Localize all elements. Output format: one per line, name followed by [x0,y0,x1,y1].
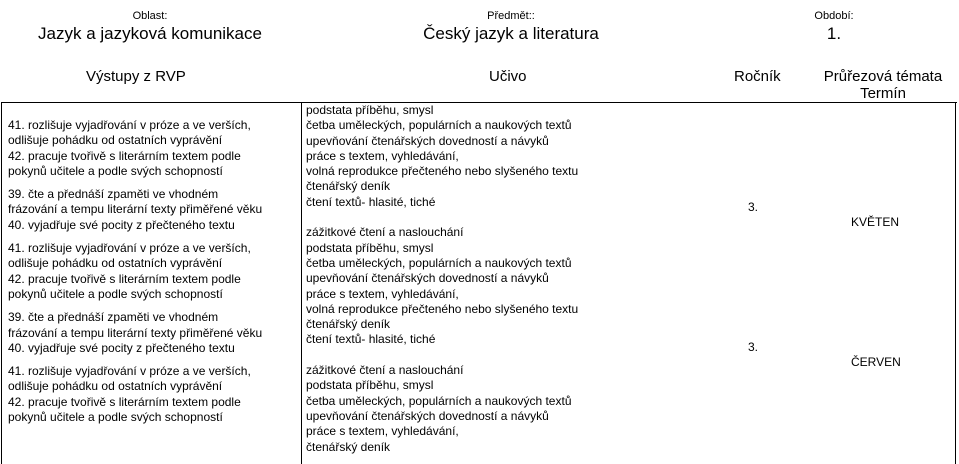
termin-value-1: KVĚTEN [851,215,900,229]
vystupy-item-40: 40. vyjadřuje své pocity z přečteného textu [8,340,235,355]
column-divider [301,102,302,464]
predmet-label: Předmět:: [487,10,535,22]
vystupy-item-39b: frázování a tempu literární texty přiměřené věku [8,325,263,340]
vystupy-item-41b: odlišuje pohádku od ostatních vyprávění [8,133,223,148]
vystupy-column [8,118,262,425]
ucivo-item: četba uměleckých, populárních a naukových textů [306,255,572,270]
ucivo-item: podstata příběhu, smysl [306,240,434,255]
vystupy-item-42b: pokynů učitele a podle svých schopností [8,163,223,178]
vystupy-item-40: 40. vyjadřuje své pocity z přečteného textu [8,217,235,232]
termin-value-2: ČERVEN [851,355,901,369]
column-header-tema [812,68,954,102]
ucivo-item: volná reprodukce přečteného nebo slyšeného textu [306,164,579,179]
ucivo-column [306,103,578,455]
ucivo-item: čtenářský deník [306,179,391,194]
ucivo-item: čtení textů- hlasité, tiché [306,194,436,209]
vystupy-item-39b: frázování a tempu literární texty přiměřené věku [8,202,263,217]
ucivo-spacer [306,348,578,363]
column-header-vystupy: Výstupy z RVP [86,68,186,85]
column-header-rocnik: Ročník [734,68,781,85]
vystupy-item-41a: 41. rozlišuje vyjadřování v próze a ve verších, [8,364,251,379]
vystupy-item-42a: 42. pracuje tvořivě s literárním textem podle [8,148,241,163]
ucivo-item: upevňování čtenářských dovedností a návyků [306,408,549,423]
vystupy-item-42a: 42. pracuje tvořivě s literárním textem podle [8,394,241,409]
ucivo-item: zážitkové čtení a naslouchání [306,225,464,240]
obdobi-value: 1. [826,24,842,43]
ucivo-item: upevňování čtenářských dovedností a návyků [306,133,549,148]
vystupy-item-41a: 41. rozlišuje vyjadřování v próze a ve verších, [8,241,251,256]
ucivo-item: čtenářský deník [306,439,391,454]
ucivo-item: četba uměleckých, populárních a naukových textů [306,118,572,133]
ucivo-spacer [306,210,578,225]
ucivo-item: četba uměleckých, populárních a naukových textů [306,393,572,408]
column-header-tema-label: Průřezová témata [823,68,943,85]
ucivo-item: upevňování čtenářských dovedností a návyků [306,271,549,286]
ucivo-item: podstata příběhu, smysl [306,103,434,117]
vystupy-item-41b: odlišuje pohádku od ostatních vyprávění [8,256,223,271]
predmet-header [300,10,722,44]
vystupy-item-39a: 39. čte a přednáší zpaměti ve vhodném [8,187,219,202]
column-header-ucivo: Učivo [489,68,527,85]
obdobi-header [720,10,948,44]
ucivo-item: zážitkové čtení a naslouchání [306,363,464,378]
ucivo-item: podstata příběhu, smysl [306,378,434,393]
predmet-value: Český jazyk a literatura [423,24,599,43]
oblast-header [12,10,288,44]
ucivo-item: čtení textů- hlasité, tiché [306,332,436,347]
column-header-termin-label: Termín [860,85,906,102]
vystupy-item-41b: odlišuje pohádku od ostatních vyprávění [8,379,223,394]
vystupy-item-41a: 41. rozlišuje vyjadřování v próze a ve verších, [8,118,251,132]
ucivo-item: čtenářský deník [306,317,391,332]
vystupy-item-39a: 39. čte a přednáší zpaměti ve vhodném [8,310,219,325]
oblast-label: Oblast: [132,10,168,22]
vystupy-item-42b: pokynů učitele a podle svých schopností [8,286,223,301]
vystupy-item-42b: pokynů učitele a podle svých schopností [8,410,223,425]
ucivo-item: práce s textem, vyhledávání, [306,148,459,163]
rocnik-value-2: 3. [748,340,759,354]
rocnik-value-1: 3. [748,200,759,214]
obdobi-label: Období: [814,10,854,22]
table-border-right [955,102,956,464]
vystupy-item-42a: 42. pracuje tvořivě s literárním textem podle [8,271,241,286]
oblast-value: Jazyk a jazyková komunikace [38,24,262,43]
table-border-left [1,102,2,464]
ucivo-item: práce s textem, vyhledávání, [306,286,459,301]
ucivo-item: volná reprodukce přečteného nebo slyšeného textu [306,301,579,316]
ucivo-item: práce s textem, vyhledávání, [306,424,459,439]
